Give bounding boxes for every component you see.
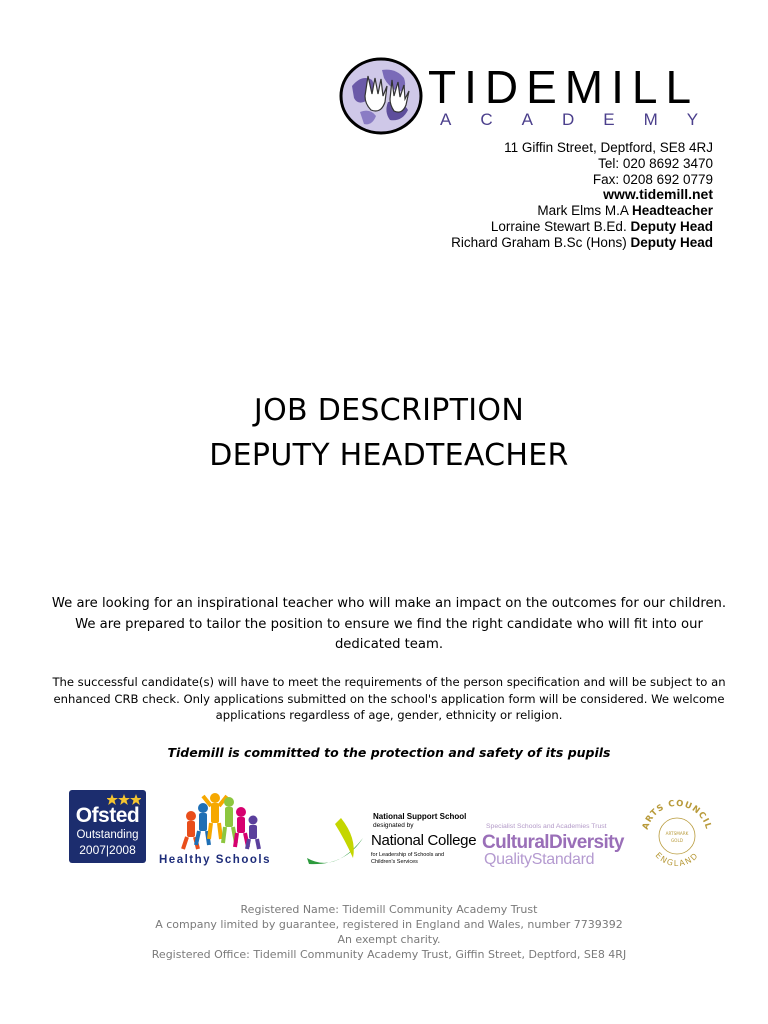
staff-deputy-2: [451, 235, 713, 251]
tidemill-globe-logo: [338, 56, 424, 136]
cultural-diversity-line1: Specialist Schools and Academies Trust: [486, 823, 607, 830]
logo-subtitle: ACADEMY: [440, 110, 728, 129]
logo-wordmark: TIDEMILL: [428, 61, 700, 113]
staff-name: Richard Graham B.Sc (Hons): [451, 234, 627, 250]
healthy-schools-figures-icon: [155, 790, 275, 854]
registration-footer: [0, 902, 768, 962]
title-line-2: DEPUTY HEADTEACHER: [209, 438, 569, 473]
arts-council-middle: ARTSMARK: [665, 831, 689, 836]
staff-role: Headteacher: [631, 203, 713, 219]
arts-council-top: ARTS COUNCIL: [640, 798, 714, 831]
address-line: 11 Giffin Street, Deptford, SE8 4RJ: [504, 140, 713, 155]
cultural-diversity-line3: QualityStandard: [484, 851, 595, 868]
intro-paragraph: We are looking for an inspirational teacher who will make an impact on the outcomes for our children. We are prepared to tailor the position to ensure we find the right candidate who will fit into our dedicated team.: [51, 596, 727, 652]
healthy-schools-badge: [155, 790, 295, 870]
national-college-badge: [305, 808, 477, 874]
fax: Fax: 0208 692 0779: [592, 171, 713, 187]
title-line-1: JOB DESCRIPTION: [253, 393, 525, 428]
staff-name: Mark Elms M.A: [537, 203, 629, 219]
staff-headteacher: [451, 203, 713, 219]
cultural-diversity-badge: [482, 823, 642, 873]
svg-text:ENGLAND: [654, 851, 701, 868]
address-block: [451, 140, 713, 251]
footer-line: Registered Office: Tidemill Community Academy Trust, Giffin Street, Deptford, SE8 4RJ: [151, 948, 627, 961]
ofsted-grade: Outstanding: [76, 829, 139, 841]
national-college-line3: National College: [371, 832, 477, 849]
staff-name: Lorraine Stewart B.Ed.: [490, 218, 627, 234]
svg-text:ARTS COUNCIL: [641, 799, 713, 831]
safeguarding-statement: Tidemill is committed to the protection and safety of its pupils: [167, 745, 611, 760]
document-title: [0, 388, 768, 478]
footer-line: Registered Name: Tidemill Community Academy Trust: [240, 903, 538, 916]
staff-role: Deputy Head: [630, 234, 713, 250]
ofsted-years: 2007|2008: [79, 843, 136, 857]
national-college-line1: National Support School: [373, 812, 467, 821]
staff-deputy-1: [451, 219, 713, 235]
staff-role: Deputy Head: [630, 218, 713, 234]
website-link[interactable]: www.tidemill.net: [603, 186, 713, 203]
national-college-line2: designated by: [373, 822, 414, 829]
footer-line: A company limited by guarantee, registered in England and Wales, number 7739392: [155, 918, 623, 931]
arts-council-artsmark-seal: [637, 796, 717, 870]
arts-council-bottom: ENGLAND: [653, 850, 701, 869]
ofsted-outstanding-badge: [69, 790, 146, 863]
cultural-diversity-line2: CulturalDiversity: [482, 832, 624, 853]
healthy-schools-label: Healthy Schools: [159, 854, 271, 866]
requirements-paragraph: The successful candidate(s) will have to meet the requirements of the person specification and will be subject to an enhanced CRB check. Only applications submitted on the school's application form will be considered. We welcome applications regardless of age, gender, ethnicity or religion.: [52, 675, 726, 722]
footer-line: An exempt charity.: [337, 933, 441, 946]
telephone: Tel: 020 8692 3470: [598, 155, 713, 171]
arts-council-grade: GOLD: [670, 838, 684, 843]
national-college-line4: for Leadership of Schools and Children's Services: [371, 852, 445, 865]
ofsted-name: Ofsted: [75, 804, 140, 827]
national-college-swoosh-icon: [305, 808, 371, 874]
